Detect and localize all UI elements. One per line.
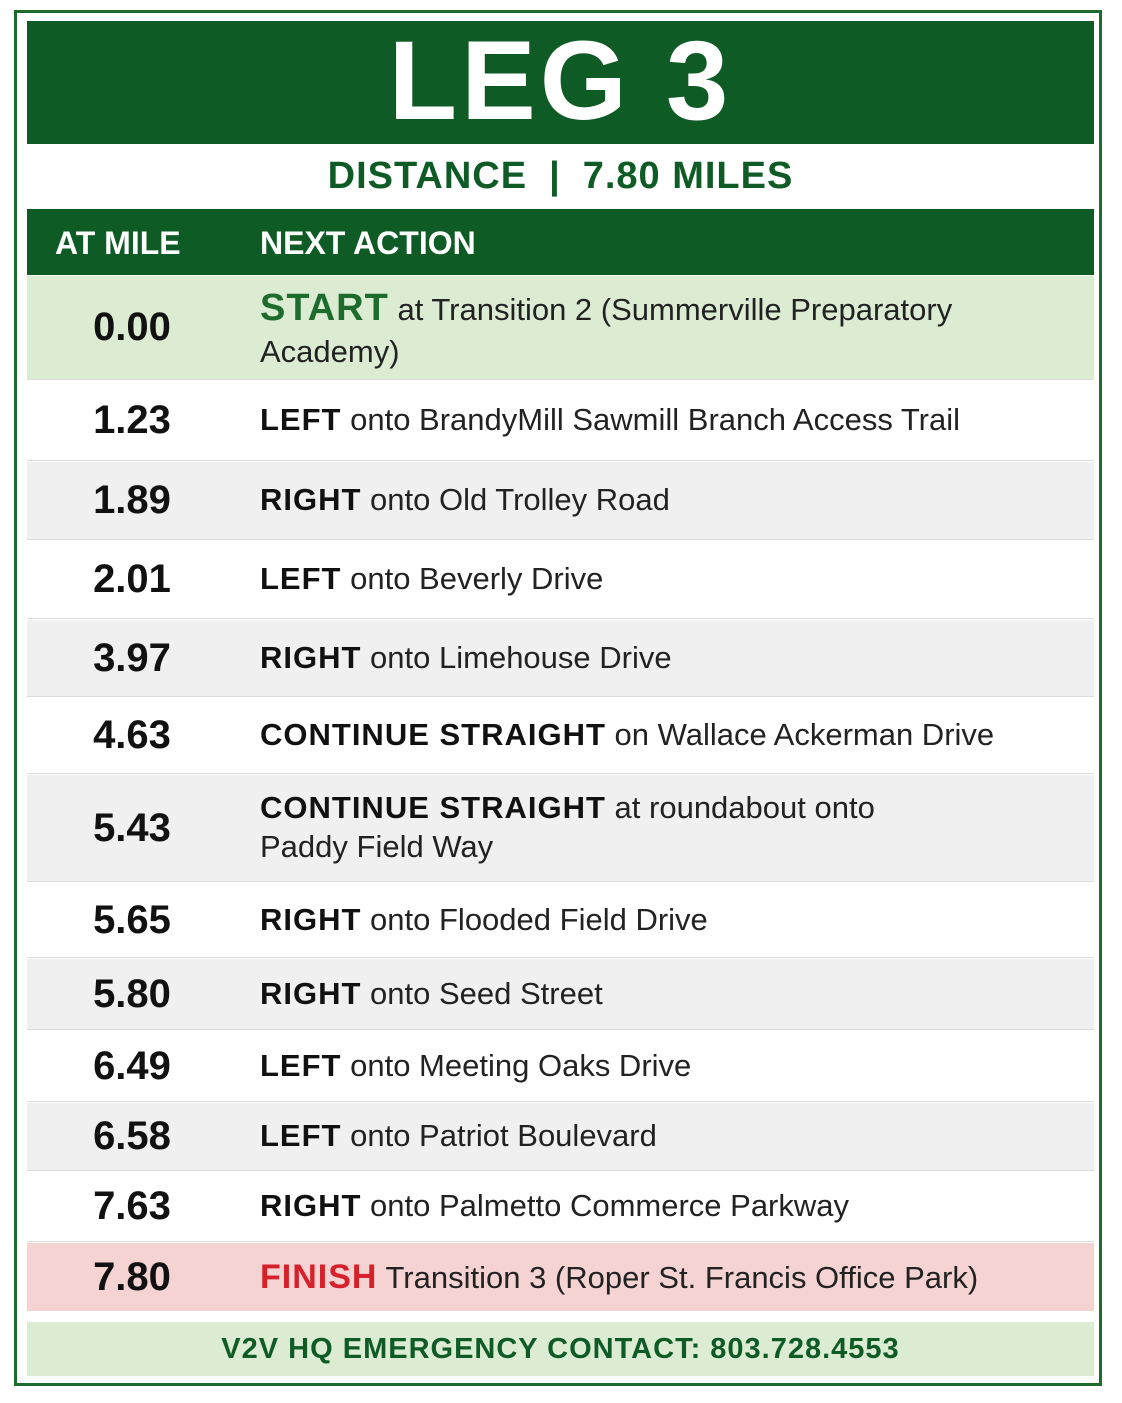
row-mile: 6.49 — [93, 1043, 171, 1088]
table-row — [27, 541, 1094, 619]
row-verb: CONTINUE STRAIGHT — [260, 717, 606, 753]
row-mile: 4.63 — [93, 713, 171, 757]
row-text: onto Beverly Drive — [341, 561, 604, 597]
row-mile: 7.80 — [93, 1254, 171, 1299]
distance-label: DISTANCE — [327, 154, 528, 197]
row-mile: 5.65 — [93, 897, 171, 942]
row-text: Transition 3 (Roper St. Francis Office Park) — [377, 1259, 979, 1295]
row-verb: RIGHT — [260, 482, 362, 518]
row-action — [260, 276, 1074, 379]
row-text: onto Limehouse Drive — [361, 639, 672, 675]
row-action — [260, 775, 1074, 881]
row-mile: 3.97 — [93, 635, 171, 680]
distance-separator: | — [549, 154, 561, 197]
row-mile: 1.23 — [93, 398, 171, 442]
row-mile: 0.00 — [93, 305, 171, 349]
row-verb: LEFT — [260, 402, 342, 438]
table-row — [27, 381, 1094, 461]
row-verb: LEFT — [260, 1118, 342, 1154]
row-verb: RIGHT — [260, 901, 362, 937]
row-text: on Wallace Ackerman Drive — [605, 717, 995, 753]
row-mile: 6.58 — [93, 1114, 171, 1158]
row-text: onto Meeting Oaks Drive — [341, 1047, 692, 1083]
row-action — [260, 541, 1074, 618]
row-mile: 5.43 — [93, 805, 171, 850]
emergency-contact-text: V2V HQ EMERGENCY CONTACT: 803.728.4553 — [221, 1332, 900, 1365]
row-verb: RIGHT — [260, 639, 362, 675]
row-verb: FINISH — [260, 1257, 378, 1296]
row-text: onto Old Trolley Road — [361, 482, 670, 518]
emergency-contact-footer — [27, 1322, 1094, 1376]
row-action — [260, 381, 1074, 460]
row-action — [260, 1031, 1074, 1101]
table-row — [27, 775, 1094, 882]
row-verb: START — [260, 287, 389, 330]
row-mile: 2.01 — [93, 557, 171, 601]
table-row — [27, 1172, 1094, 1242]
row-mile: 5.80 — [93, 971, 171, 1016]
table-row — [27, 620, 1094, 697]
row-text: onto Flooded Field Drive — [361, 901, 708, 937]
row-text: onto Palmetto Commerce Parkway — [361, 1188, 850, 1224]
row-verb: RIGHT — [260, 975, 362, 1011]
table-row — [27, 1103, 1094, 1171]
table-row — [27, 462, 1094, 540]
row-action — [260, 1103, 1074, 1170]
row-mile: 1.89 — [93, 478, 171, 522]
row-action — [260, 698, 1074, 773]
distance-value: 7.80 MILES — [582, 154, 794, 197]
row-action — [260, 1243, 1074, 1311]
row-text: onto Seed Street — [361, 975, 603, 1011]
row-action — [260, 883, 1074, 957]
column-header-mile: AT MILE — [55, 225, 181, 261]
table-row — [27, 1031, 1094, 1102]
table-row — [27, 276, 1094, 380]
row-text: onto Patriot Boulevard — [341, 1118, 657, 1154]
page-title: LEG 3 — [388, 17, 733, 143]
row-mile: 7.63 — [93, 1184, 171, 1228]
row-text: at roundabout onto Paddy Field Way — [260, 790, 875, 864]
row-text: onto BrandyMill Sawmill Branch Access Trail — [341, 402, 961, 438]
column-header-action: NEXT ACTION — [260, 225, 476, 261]
row-action — [260, 620, 1074, 696]
row-verb: CONTINUE STRAIGHT — [260, 790, 606, 826]
row-verb: LEFT — [260, 1047, 342, 1083]
distance-line — [27, 150, 1094, 202]
table-row — [27, 698, 1094, 774]
table-row — [27, 1243, 1094, 1311]
row-verb: RIGHT — [260, 1188, 362, 1224]
row-action — [260, 462, 1074, 539]
row-verb: LEFT — [260, 561, 342, 597]
table-row — [27, 883, 1094, 958]
row-action — [260, 959, 1074, 1029]
table-header — [27, 209, 1094, 275]
table-row — [27, 959, 1094, 1030]
row-text: at Transition 2 (Summerville Preparatory Academy) — [260, 292, 953, 369]
title-banner — [27, 17, 1094, 144]
row-action — [260, 1172, 1074, 1241]
